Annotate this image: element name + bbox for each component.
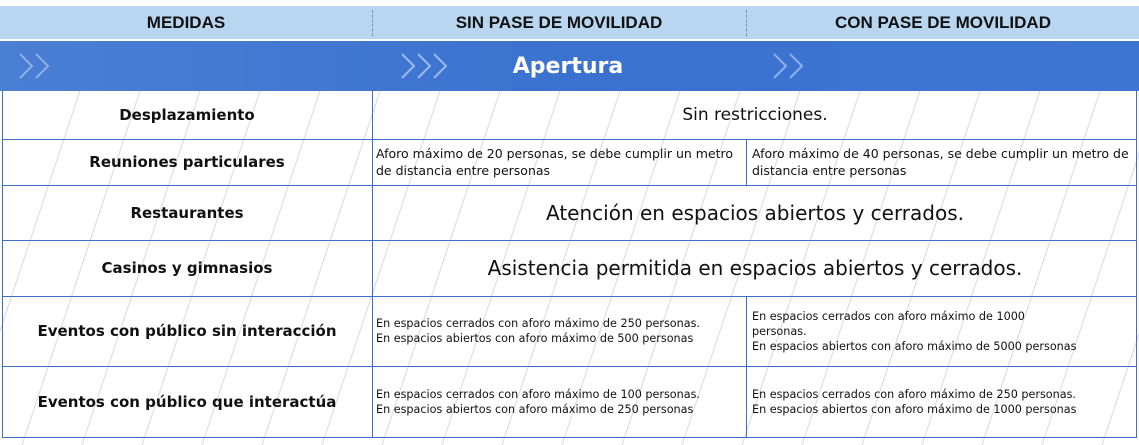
row-label-eventos-sin-interaccion: Eventos con público sin interacción	[37, 322, 337, 340]
casinos-value: Asistencia permitida en espacios abiertos y cerrados.	[487, 256, 1023, 280]
row-label-restaurantes: Restaurantes	[130, 203, 244, 222]
reuniones-sin-pase: Aforo máximo de 20 personas, se debe cumplir un metro de distancia entre personas	[376, 146, 734, 178]
double-chevron-right-icon	[16, 52, 66, 80]
row-label-desplazamiento: Desplazamiento	[119, 106, 255, 124]
table-header	[0, 6, 1139, 39]
header-sin-pase: SIN PASE DE MOVILIDAD	[455, 12, 663, 32]
eventos-line: En espacios cerrados con aforo máximo de 100 personas.	[376, 387, 700, 401]
eventos-interactua-con-pase	[752, 367, 1136, 436]
eventos-line: En espacios abiertos con aforo máximo de 500 personas	[376, 332, 694, 345]
apertura-banner	[0, 41, 1139, 91]
eventos-sin-interaccion-con-pase	[752, 297, 1136, 365]
eventos-line: En espacios abiertos con aforo máximo de 5000 personas	[752, 339, 1077, 353]
row-label-casinos: Casinos y gimnasios	[101, 259, 273, 277]
double-chevron-right-icon	[770, 52, 820, 80]
restaurantes-value: Atención en espacios abiertos y cerrados.	[546, 200, 964, 225]
grid-line	[746, 296, 747, 438]
row-label-eventos-interactua: Eventos con público que interactúa	[37, 392, 337, 411]
desplazamiento-value: Sin restricciones.	[682, 105, 828, 125]
reuniones-con-pase: Aforo máximo de 40 personas, se debe cumplir un metro de distancia entre personas	[752, 146, 1129, 178]
eventos-line: En espacios cerrados con aforo máximo de 1000 personas.	[752, 309, 1025, 338]
grid-line	[2, 437, 1137, 438]
eventos-sin-interaccion-sin-pase	[376, 297, 744, 365]
eventos-line: En espacios abiertos con aforo máximo de 250 personas	[376, 402, 694, 416]
eventos-interactua-sin-pase	[376, 367, 744, 436]
eventos-line: En espacios cerrados con aforo máximo de 250 personas.	[752, 387, 1076, 401]
grid-line	[746, 139, 747, 185]
banner-title: Apertura	[512, 53, 624, 79]
eventos-line: En espacios abiertos con aforo máximo de 1000 personas	[752, 402, 1077, 416]
row-label-reuniones: Reuniones particulares	[89, 153, 285, 171]
eventos-line: En espacios cerrados con aforo máximo de 250 personas.	[376, 317, 700, 330]
header-medidas: MEDIDAS	[146, 12, 226, 32]
header-con-pase: CON PASE DE MOVILIDAD	[835, 12, 1051, 32]
